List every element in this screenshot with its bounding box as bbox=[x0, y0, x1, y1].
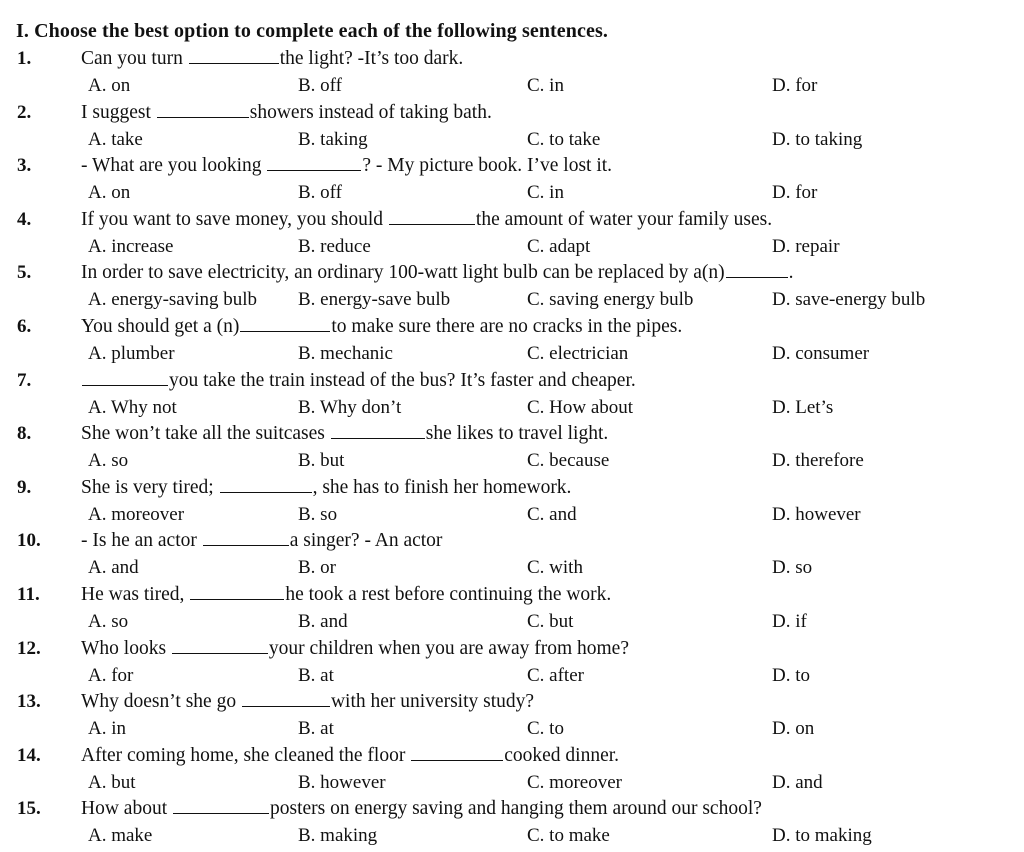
option-c[interactable]: C. in bbox=[527, 75, 564, 96]
option-a[interactable]: A. plumber bbox=[88, 343, 175, 364]
question-item bbox=[0, 584, 1024, 638]
question-stem bbox=[81, 798, 762, 820]
question-stem bbox=[81, 316, 682, 338]
answer-blank[interactable] bbox=[411, 746, 503, 761]
option-d[interactable]: D. to making bbox=[772, 825, 872, 847]
stem-text-after: to make sure there are no cracks in the pipes. bbox=[331, 316, 683, 337]
answer-blank[interactable] bbox=[267, 156, 361, 171]
option-a[interactable]: A. so bbox=[88, 450, 129, 472]
stem-text-after: the amount of water your family uses. bbox=[475, 208, 773, 230]
section-heading: I. Choose the best option to complete each of the following sentences. bbox=[16, 20, 608, 42]
question-item bbox=[0, 155, 1024, 209]
stem-text-before: Can you turn bbox=[81, 48, 188, 69]
question-number: 14. bbox=[17, 744, 41, 766]
question-number: 5. bbox=[17, 262, 32, 284]
stem-text-before: He was tired, bbox=[81, 584, 190, 605]
option-a[interactable]: A. take bbox=[88, 128, 143, 150]
option-d[interactable]: D. save-energy bulb bbox=[772, 289, 926, 311]
stem-text-before: Why doesn’t she go bbox=[81, 691, 241, 713]
question-stem bbox=[81, 48, 463, 70]
option-b[interactable]: B. or bbox=[298, 557, 336, 579]
stem-text-after: a singer? - An actor bbox=[289, 530, 443, 552]
question-item bbox=[0, 798, 1024, 852]
stem-text-after: your children when you are away from home? bbox=[268, 637, 629, 659]
stem-text-before: You should get a (n) bbox=[81, 316, 240, 337]
answer-blank[interactable] bbox=[726, 263, 788, 278]
option-c[interactable]: C. to bbox=[527, 718, 564, 740]
answer-blank[interactable] bbox=[240, 317, 330, 332]
option-b[interactable]: B. at bbox=[298, 664, 334, 686]
option-b[interactable]: B. at bbox=[298, 718, 334, 740]
option-a[interactable]: A. moreover bbox=[88, 503, 185, 525]
option-d[interactable]: D. repair bbox=[772, 235, 840, 257]
option-a[interactable]: A. increase bbox=[88, 235, 174, 257]
stem-text-before: Who looks bbox=[81, 637, 171, 659]
option-b[interactable]: B. Why don’t bbox=[298, 396, 402, 418]
option-b[interactable]: B. off bbox=[298, 182, 342, 204]
question-number: 4. bbox=[17, 208, 32, 230]
question-stem bbox=[81, 691, 534, 713]
stem-text-before: In order to save electricity, an ordinary 100-watt light bulb can be replaced by a(n) bbox=[81, 262, 725, 284]
option-c[interactable]: C. in bbox=[527, 182, 564, 204]
option-c[interactable]: C. electrician bbox=[527, 343, 629, 364]
option-b[interactable]: B. however bbox=[298, 771, 386, 793]
question-number: 2. bbox=[17, 101, 32, 123]
question-number: 8. bbox=[17, 423, 32, 445]
question-item bbox=[0, 370, 1024, 424]
answer-blank[interactable] bbox=[157, 103, 249, 118]
answer-blank[interactable] bbox=[242, 692, 330, 707]
option-d[interactable]: D. however bbox=[772, 503, 861, 525]
option-b[interactable]: B. off bbox=[298, 75, 342, 96]
option-d[interactable]: D. for bbox=[772, 75, 818, 96]
stem-text-after: he took a rest before continuing the work. bbox=[285, 584, 612, 605]
option-c[interactable]: C. saving energy bulb bbox=[527, 289, 694, 311]
option-d[interactable]: D. for bbox=[772, 182, 818, 204]
option-b[interactable]: B. and bbox=[298, 611, 348, 632]
stem-text-after: cooked dinner. bbox=[504, 744, 620, 766]
question-number: 3. bbox=[17, 155, 32, 177]
option-b[interactable]: B. so bbox=[298, 503, 338, 525]
question-item bbox=[0, 530, 1024, 584]
question-number: 6. bbox=[17, 316, 32, 337]
option-c[interactable]: C. with bbox=[527, 557, 583, 579]
answer-blank[interactable] bbox=[172, 639, 268, 654]
option-b[interactable]: B. reduce bbox=[298, 235, 371, 257]
question-item bbox=[0, 316, 1024, 370]
stem-text-before: How about bbox=[81, 798, 172, 820]
question-number: 9. bbox=[17, 476, 32, 498]
option-c[interactable]: C. adapt bbox=[527, 235, 591, 257]
question-stem bbox=[81, 745, 619, 767]
question-stem bbox=[81, 370, 636, 392]
option-d[interactable]: D. consumer bbox=[772, 343, 870, 364]
option-d[interactable]: D. therefore bbox=[772, 450, 864, 472]
option-a[interactable]: A. on bbox=[88, 182, 131, 204]
option-a[interactable]: A. and bbox=[88, 557, 139, 579]
question-number: 12. bbox=[17, 637, 41, 659]
question-stem bbox=[81, 584, 611, 606]
option-a[interactable]: A. but bbox=[88, 771, 136, 793]
option-a[interactable]: A. so bbox=[88, 611, 129, 632]
answer-blank[interactable] bbox=[82, 371, 168, 386]
stem-text-after: . bbox=[788, 262, 794, 284]
stem-text-after: , she has to finish her homework. bbox=[312, 476, 572, 498]
option-c[interactable]: C. How about bbox=[527, 396, 634, 418]
question-item bbox=[0, 691, 1024, 745]
answer-blank[interactable] bbox=[203, 531, 289, 546]
answer-blank[interactable] bbox=[220, 478, 312, 493]
question-stem bbox=[81, 262, 793, 284]
option-a[interactable]: A. for bbox=[88, 664, 134, 686]
stem-text-before: I suggest bbox=[81, 101, 156, 123]
option-d[interactable]: D. if bbox=[772, 611, 807, 632]
option-c[interactable]: C. because bbox=[527, 450, 610, 472]
question-item bbox=[0, 102, 1024, 156]
stem-text-after: showers instead of taking bath. bbox=[249, 101, 492, 123]
question-number: 1. bbox=[17, 48, 32, 69]
option-d[interactable]: D. on bbox=[772, 718, 815, 740]
question-item bbox=[0, 262, 1024, 316]
question-item bbox=[0, 477, 1024, 531]
answer-blank[interactable] bbox=[389, 210, 475, 225]
stem-text-before: If you want to save money, you should bbox=[81, 208, 388, 230]
stem-text-after: the light? -It’s too dark. bbox=[279, 48, 464, 69]
question-stem bbox=[81, 102, 492, 124]
answer-blank[interactable] bbox=[331, 424, 425, 439]
option-d[interactable]: D. and bbox=[772, 771, 823, 793]
option-a[interactable]: A. in bbox=[88, 718, 126, 740]
option-d[interactable]: D. to taking bbox=[772, 128, 863, 150]
stem-text-before: She is very tired; bbox=[81, 476, 219, 498]
option-a[interactable]: A. on bbox=[88, 75, 131, 96]
stem-text-before: After coming home, she cleaned the floor bbox=[81, 744, 411, 766]
question-number: 13. bbox=[17, 691, 41, 713]
question-number: 15. bbox=[17, 798, 41, 820]
option-d[interactable]: D. Let’s bbox=[772, 396, 834, 418]
option-b[interactable]: B. energy-save bulb bbox=[298, 289, 451, 311]
option-a[interactable]: A. energy-saving bulb bbox=[88, 289, 258, 311]
stem-text-after: you take the train instead of the bus? It’s faster and cheaper. bbox=[169, 369, 636, 391]
stem-text-after: posters on energy saving and hanging them around our school? bbox=[270, 798, 762, 820]
option-c[interactable]: C. moreover bbox=[527, 771, 622, 793]
option-a[interactable]: A. Why not bbox=[88, 396, 177, 418]
question-item bbox=[0, 638, 1024, 692]
question-stem bbox=[81, 477, 571, 499]
stem-text-after: she likes to travel light. bbox=[425, 423, 609, 445]
question-stem bbox=[81, 530, 442, 552]
answer-blank[interactable] bbox=[190, 585, 284, 600]
option-c[interactable]: C. but bbox=[527, 611, 574, 632]
question-item bbox=[0, 209, 1024, 263]
option-c[interactable]: C. and bbox=[527, 503, 577, 525]
stem-text-before: - What are you looking bbox=[81, 155, 267, 177]
answer-blank[interactable] bbox=[189, 49, 279, 64]
question-stem bbox=[81, 209, 772, 231]
question-item bbox=[0, 745, 1024, 799]
stem-text-after: ? - My picture book. I’ve lost it. bbox=[362, 155, 613, 177]
option-d[interactable]: D. to bbox=[772, 664, 810, 686]
option-b[interactable]: B. mechanic bbox=[298, 343, 393, 364]
option-c[interactable]: C. to make bbox=[527, 825, 610, 847]
answer-blank[interactable] bbox=[173, 799, 269, 814]
option-b[interactable]: B. making bbox=[298, 825, 378, 847]
option-b[interactable]: B. taking bbox=[298, 128, 368, 150]
question-stem bbox=[81, 638, 629, 660]
option-c[interactable]: C. to take bbox=[527, 128, 601, 150]
question-item bbox=[0, 48, 1024, 102]
option-c[interactable]: C. after bbox=[527, 664, 584, 686]
stem-text-after: with her university study? bbox=[330, 691, 535, 713]
option-d[interactable]: D. so bbox=[772, 557, 813, 579]
stem-text-before: She won’t take all the suitcases bbox=[81, 423, 330, 445]
option-b[interactable]: B. but bbox=[298, 450, 345, 472]
question-number: 7. bbox=[17, 369, 32, 391]
question-item bbox=[0, 423, 1024, 477]
stem-text-before: - Is he an actor bbox=[81, 530, 202, 552]
option-a[interactable]: A. make bbox=[88, 825, 153, 847]
question-number: 10. bbox=[17, 530, 41, 552]
question-stem bbox=[81, 423, 608, 445]
question-stem bbox=[81, 155, 612, 177]
question-number: 11. bbox=[17, 584, 40, 605]
